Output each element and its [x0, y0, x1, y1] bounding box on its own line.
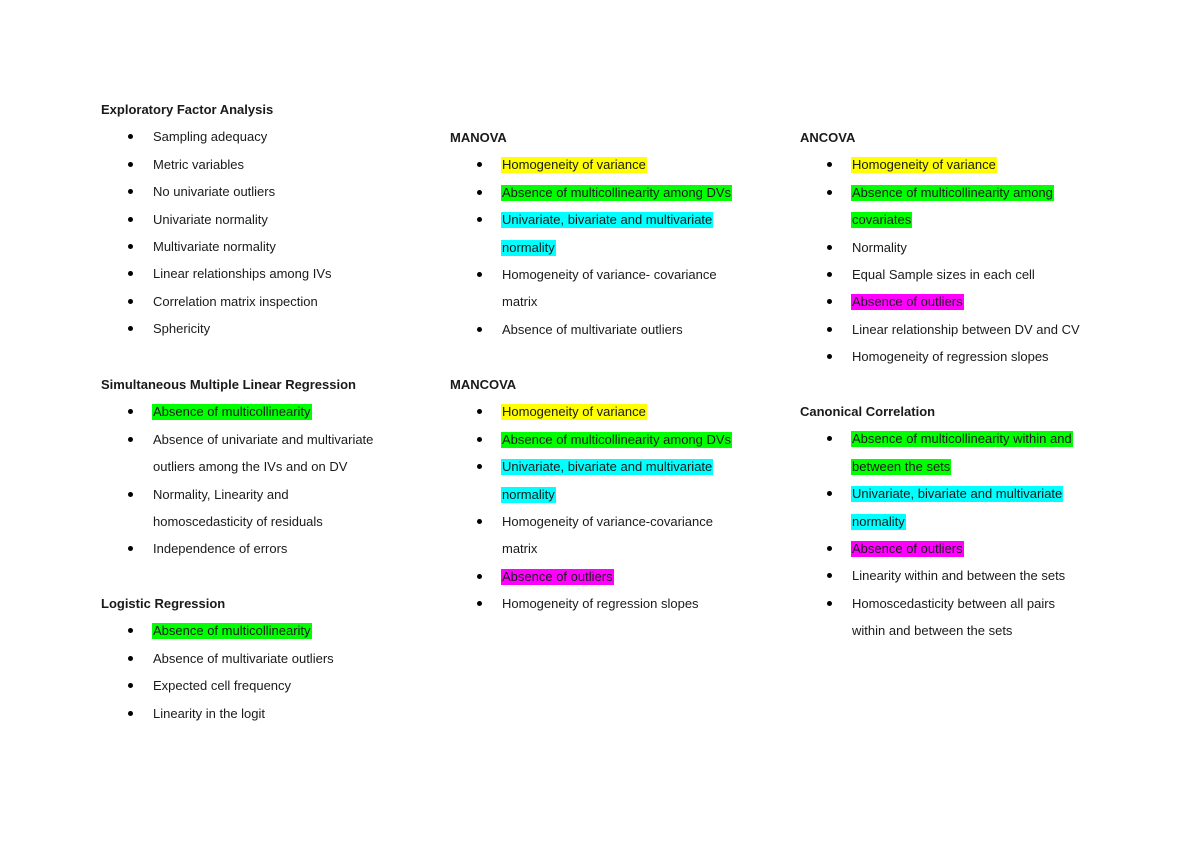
list-item [101, 123, 401, 150]
item-text: Absence of multivariate outliers [153, 650, 334, 666]
bullet-icon [128, 409, 133, 414]
section-simultaneous-multiple-linear-regression [101, 371, 401, 563]
item-text: Univariate normality [153, 211, 268, 227]
list-item [450, 453, 750, 508]
list-item-line [851, 617, 1100, 644]
list-item [101, 288, 401, 315]
list-item-line [501, 288, 750, 315]
list-item-line [152, 672, 401, 699]
bullet-icon [477, 464, 482, 469]
item-text: homoscedasticity of residuals [153, 513, 323, 529]
highlighted-text: normality [502, 486, 555, 502]
list-item-line [851, 151, 1100, 178]
list-item [101, 233, 401, 260]
list-item-line [152, 453, 401, 480]
highlighted-text: Absence of multicollinearity among [852, 184, 1053, 200]
item-text: Homogeneity of regression slopes [502, 596, 699, 612]
list-item [450, 151, 750, 178]
list-item [800, 425, 1100, 480]
bullet-list [101, 617, 401, 727]
bullet-icon [827, 190, 832, 195]
list-item-line [851, 343, 1100, 370]
list-item [800, 343, 1100, 370]
list-item [101, 645, 401, 672]
list-item-line [152, 535, 401, 562]
item-text: Independence of errors [153, 541, 288, 557]
bullet-icon [128, 628, 133, 633]
list-item-line [851, 562, 1100, 589]
highlighted-text: Absence of outliers [502, 568, 613, 584]
list-item [450, 261, 750, 316]
list-item [101, 260, 401, 287]
item-text: Absence of univariate and multivariate [153, 431, 374, 447]
item-text: Homogeneity of variance- covariance [502, 266, 717, 282]
bullet-icon [827, 601, 832, 606]
list-item [101, 151, 401, 178]
section-mancova [450, 371, 750, 618]
list-item [800, 151, 1100, 178]
list-item-line [152, 700, 401, 727]
list-item-line [851, 590, 1100, 617]
bullet-icon [477, 217, 482, 222]
list-item [101, 672, 401, 699]
list-item-line [851, 425, 1100, 452]
bullet-list [800, 151, 1100, 370]
list-item-line [501, 151, 750, 178]
section-ancova [800, 124, 1100, 371]
item-text: Absence of multivariate outliers [502, 321, 683, 337]
list-item-line [152, 398, 401, 425]
list-item-line [152, 123, 401, 150]
list-item [450, 426, 750, 453]
section-manova [450, 124, 750, 343]
list-item [800, 261, 1100, 288]
list-item-line [501, 563, 750, 590]
bullet-icon [128, 189, 133, 194]
highlighted-text: Absence of multicollinearity [153, 623, 311, 639]
section-heading: Exploratory Factor Analysis [101, 102, 274, 117]
bullet-icon [477, 437, 482, 442]
highlighted-text: Absence of multicollinearity [153, 404, 311, 420]
bullet-icon [477, 519, 482, 524]
bullet-icon [827, 546, 832, 551]
highlighted-text: Univariate, bivariate and multivariate [502, 212, 713, 228]
list-item [800, 288, 1100, 315]
bullet-icon [128, 326, 133, 331]
list-item [800, 234, 1100, 261]
item-text: Multivariate normality [153, 238, 276, 254]
list-item-line [152, 315, 401, 342]
item-text: Expected cell frequency [153, 678, 292, 694]
bullet-icon [827, 162, 832, 167]
list-item-line [501, 590, 750, 617]
list-item-line [152, 426, 401, 453]
list-item [101, 315, 401, 342]
list-item [101, 398, 401, 425]
section-heading: Canonical Correlation [800, 404, 936, 419]
list-item-line [152, 617, 401, 644]
bullet-icon [827, 354, 832, 359]
list-item [101, 426, 401, 481]
item-text: Metric variables [153, 156, 245, 172]
item-text: Sphericity [153, 321, 211, 337]
item-text: Linearity in the logit [153, 705, 266, 721]
list-item-line [152, 233, 401, 260]
section-heading: Simultaneous Multiple Linear Regression [101, 377, 356, 392]
highlighted-text: Absence of multicollinearity within and [852, 431, 1072, 447]
list-item-line [152, 288, 401, 315]
list-item [800, 316, 1100, 343]
item-text: Linear relationships among IVs [153, 266, 332, 282]
item-text: Sampling adequacy [153, 129, 268, 145]
highlighted-text: Homogeneity of variance [502, 157, 646, 173]
section-heading: MANOVA [450, 130, 507, 145]
bullet-icon [128, 656, 133, 661]
section-canonical-correlation [800, 398, 1100, 645]
list-item [101, 481, 401, 536]
list-item-line [501, 261, 750, 288]
list-item-line [851, 508, 1100, 535]
highlighted-text: Absence of outliers [852, 540, 963, 556]
highlighted-text: covariates [852, 212, 912, 228]
highlighted-text: normality [852, 513, 905, 529]
list-item [800, 535, 1100, 562]
list-item-line [152, 481, 401, 508]
list-item [450, 179, 750, 206]
highlighted-text: normality [502, 239, 555, 255]
list-item-line [851, 453, 1100, 480]
section-heading: ANCOVA [800, 130, 856, 145]
bullet-icon [827, 272, 832, 277]
list-item-line [851, 261, 1100, 288]
bullet-icon [827, 245, 832, 250]
bullet-icon [477, 409, 482, 414]
item-text: Linearity within and between the sets [852, 568, 1066, 584]
list-item-line [851, 234, 1100, 261]
item-text: within and between the sets [852, 623, 1013, 639]
list-item-line [152, 206, 401, 233]
bullet-icon [128, 437, 133, 442]
list-item-line [152, 151, 401, 178]
bullet-icon [128, 162, 133, 167]
list-item-line [152, 508, 401, 535]
item-text: matrix [502, 294, 538, 310]
list-item-line [501, 316, 750, 343]
item-text: Equal Sample sizes in each cell [852, 266, 1035, 282]
item-text: matrix [502, 541, 538, 557]
list-item [450, 206, 750, 261]
bullet-list [101, 123, 401, 342]
section-heading: Logistic Regression [101, 596, 226, 611]
list-item [450, 508, 750, 563]
list-item-line [851, 206, 1100, 233]
list-item-line [501, 508, 750, 535]
item-text: Homoscedasticity between all pairs [852, 595, 1056, 611]
list-item [101, 535, 401, 562]
list-item [800, 480, 1100, 535]
bullet-icon [128, 271, 133, 276]
bullet-icon [128, 711, 133, 716]
bullet-icon [827, 573, 832, 578]
section-exploratory-factor-analysis [101, 96, 401, 343]
list-item-line [501, 398, 750, 425]
list-item-line [501, 481, 750, 508]
bullet-icon [827, 436, 832, 441]
list-item [450, 590, 750, 617]
bullet-icon [128, 546, 133, 551]
item-text: Homogeneity of variance-covariance [502, 513, 713, 529]
highlighted-text: Univariate, bivariate and multivariate [502, 459, 713, 475]
bullet-icon [477, 190, 482, 195]
list-item [101, 206, 401, 233]
bullet-icon [128, 244, 133, 249]
list-item [450, 398, 750, 425]
item-text: No univariate outliers [153, 184, 276, 200]
list-item [101, 178, 401, 205]
list-item [101, 700, 401, 727]
bullet-icon [128, 217, 133, 222]
item-text: Homogeneity of regression slopes [852, 349, 1049, 365]
list-item-line [501, 206, 750, 233]
list-item-line [851, 535, 1100, 562]
bullet-icon [128, 492, 133, 497]
section-logistic-regression [101, 590, 401, 727]
list-item [800, 562, 1100, 589]
bullet-list [450, 151, 750, 343]
bullet-icon [128, 299, 133, 304]
item-text: Correlation matrix inspection [153, 293, 318, 309]
highlighted-text: Homogeneity of variance [502, 404, 646, 420]
bullet-icon [477, 327, 482, 332]
bullet-list [101, 398, 401, 562]
highlighted-text: Homogeneity of variance [852, 157, 996, 173]
highlighted-text: Absence of multicollinearity among DVs [502, 431, 732, 447]
list-item-line [501, 234, 750, 261]
list-item-line [501, 426, 750, 453]
item-text: Linear relationship between DV and CV [852, 321, 1080, 337]
highlighted-text: Univariate, bivariate and multivariate [852, 486, 1063, 502]
bullet-icon [827, 299, 832, 304]
highlighted-text: between the sets [852, 458, 951, 474]
list-item [800, 590, 1100, 645]
bullet-list [800, 425, 1100, 644]
list-item-line [851, 480, 1100, 507]
item-text: Normality, Linearity and [153, 486, 289, 502]
list-item-line [501, 535, 750, 562]
bullet-icon [128, 683, 133, 688]
bullet-icon [827, 327, 832, 332]
list-item-line [851, 179, 1100, 206]
list-item [450, 316, 750, 343]
bullet-icon [477, 574, 482, 579]
list-item-line [152, 260, 401, 287]
list-item-line [152, 178, 401, 205]
list-item [101, 617, 401, 644]
list-item-line [501, 179, 750, 206]
list-item-line [851, 316, 1100, 343]
item-text: outliers among the IVs and on DV [153, 459, 348, 475]
list-item [800, 179, 1100, 234]
bullet-list [450, 398, 750, 617]
bullet-icon [477, 162, 482, 167]
list-item-line [851, 288, 1100, 315]
highlighted-text: Absence of outliers [852, 294, 963, 310]
list-item [450, 563, 750, 590]
bullet-icon [477, 272, 482, 277]
bullet-icon [827, 491, 832, 496]
section-heading: MANCOVA [450, 377, 517, 392]
bullet-icon [477, 601, 482, 606]
list-item-line [501, 453, 750, 480]
list-item-line [152, 645, 401, 672]
highlighted-text: Absence of multicollinearity among DVs [502, 184, 732, 200]
bullet-icon [128, 134, 133, 139]
item-text: Normality [852, 239, 907, 255]
